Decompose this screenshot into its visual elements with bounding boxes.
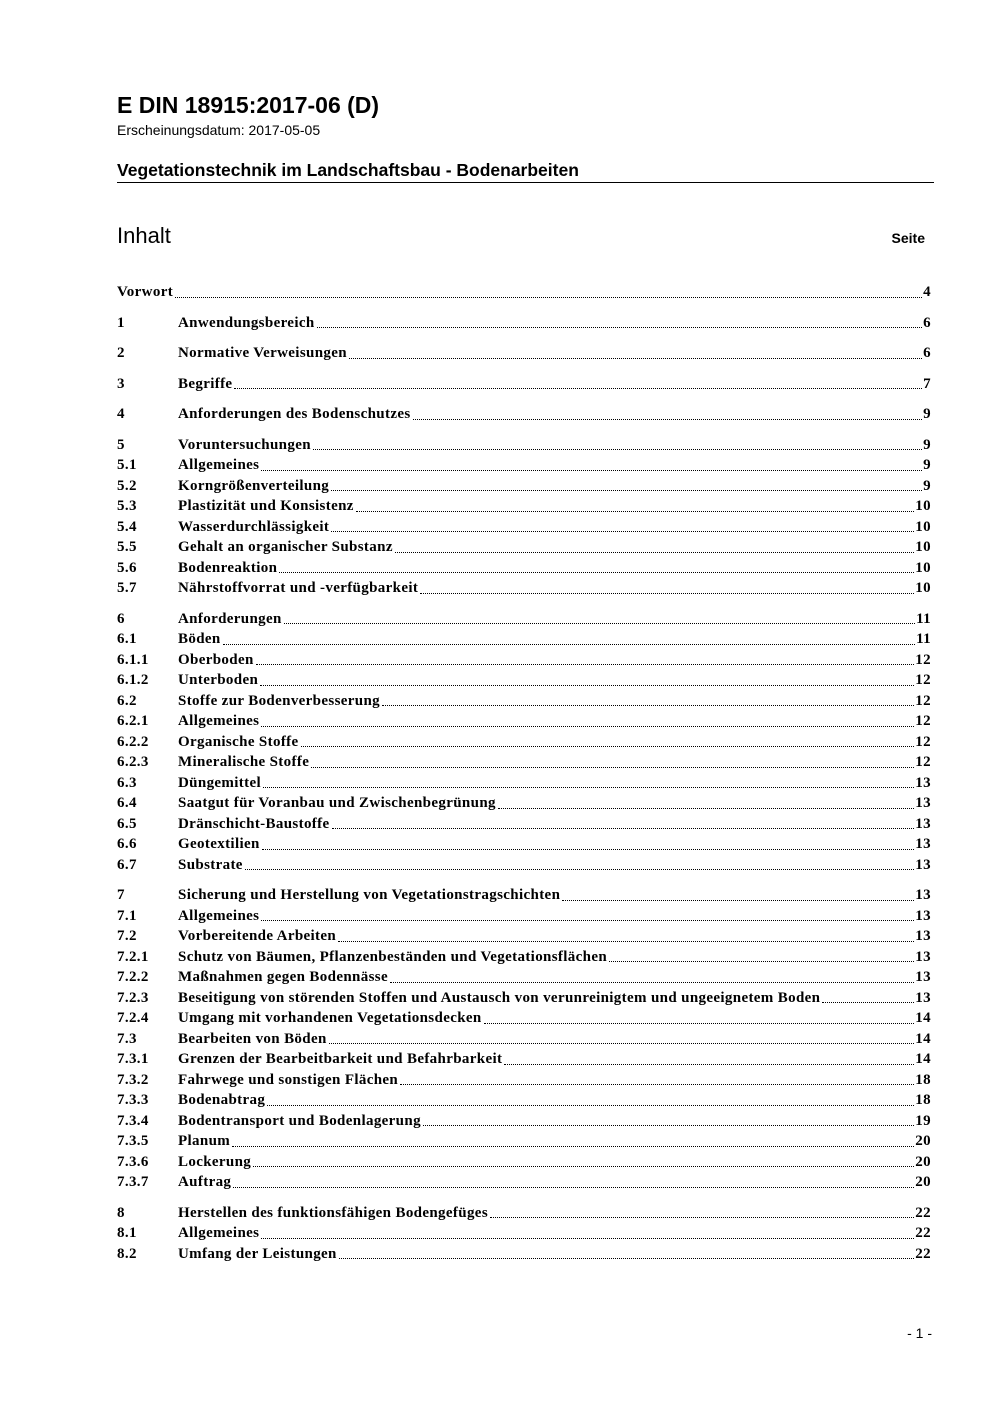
toc-entry-number: 7.3.1 (117, 1051, 149, 1067)
toc-entry-title: Umgang mit vorhandenen Vegetationsdecken (178, 1010, 482, 1026)
toc-entry-page: 14 (915, 1030, 931, 1047)
toc-entry-title: Substrate (178, 856, 243, 873)
toc-entry[interactable] (117, 855, 931, 876)
toc-entry[interactable] (117, 670, 931, 691)
toc-dot-leader (484, 1023, 915, 1024)
toc-entry-page: 12 (915, 672, 931, 688)
toc-entry-body (178, 711, 931, 732)
toc-dot-leader (609, 961, 914, 962)
toc-entry[interactable] (117, 609, 931, 630)
toc-entry[interactable] (117, 578, 931, 599)
toc-entry-body (178, 855, 931, 876)
toc-entry-title: Lockerung (178, 1153, 252, 1170)
toc-entry-title: Umfang der Leistungen (178, 1245, 337, 1262)
title-divider (117, 182, 934, 183)
toc-entry-title: Schutz von Bäumen, Pflanzenbeständen und Vegetationsflächen (178, 948, 608, 965)
toc-entry-page: 9 (923, 436, 931, 453)
toc-entry-body (178, 1029, 931, 1050)
toc-entry-title: Düngemittel (178, 774, 262, 791)
toc-dot-leader (253, 1166, 914, 1167)
toc-entry[interactable] (117, 1203, 931, 1224)
toc-entry[interactable] (117, 455, 931, 476)
toc-entry-title: Normative Verweisungen (178, 345, 347, 361)
toc-entry-body (178, 691, 931, 712)
toc-entry-page: 12 (915, 754, 931, 770)
toc-entry[interactable] (117, 435, 931, 456)
toc-entry-page: 18 (915, 1092, 931, 1108)
toc-entry-page: 6 (923, 345, 931, 361)
toc-entry-number: 6.7 (117, 856, 137, 873)
toc-dot-leader (400, 1084, 914, 1085)
toc-entry-number: 6.6 (117, 836, 137, 852)
toc-entry-body (178, 1049, 931, 1070)
toc-dot-leader (261, 1238, 914, 1239)
toc-entry-title: Bearbeiten von Böden (178, 1030, 327, 1047)
toc-entry-page: 19 (915, 1112, 931, 1129)
toc-dot-leader (301, 746, 915, 747)
toc-entry-body (178, 578, 931, 599)
toc-entry-number: 6.4 (117, 795, 137, 811)
toc-entry-title: Vorbereitende Arbeiten (178, 928, 337, 944)
toc-dot-leader (317, 327, 923, 328)
toc-entry-number: 7.2.3 (117, 989, 149, 1006)
toc-entry-page: 13 (915, 795, 931, 811)
toc-entry-body (178, 1172, 931, 1193)
toc-entry-title: Geotextilien (178, 836, 260, 852)
toc-entry-title: Allgemeines (178, 713, 260, 729)
toc-entry[interactable] (117, 537, 931, 558)
toc-entry-page: 13 (915, 836, 931, 852)
toc-entry[interactable] (117, 1049, 931, 1070)
toc-dot-leader (260, 685, 914, 686)
toc-entry-title: Organische Stoffe (178, 733, 299, 750)
toc-entry-page: 12 (915, 692, 931, 709)
toc-entry[interactable] (117, 814, 931, 835)
toc-dot-leader (562, 900, 914, 901)
toc-entry-number: 8.2 (117, 1245, 137, 1262)
toc-entry-page: 4 (923, 284, 931, 300)
toc-entry-number: 5.2 (117, 477, 137, 494)
toc-dot-leader (349, 358, 922, 359)
toc-entry-body (178, 752, 931, 773)
toc-dot-leader (331, 490, 922, 491)
toc-entry-title: Allgemeines (178, 907, 260, 924)
toc-entry-body (178, 455, 931, 476)
toc-heading: Inhalt (117, 223, 171, 248)
toc-entry[interactable] (117, 343, 931, 364)
toc-entry-title: Auftrag (178, 1174, 232, 1190)
toc-entry[interactable] (117, 1070, 931, 1091)
toc-entry-number: 7.3.4 (117, 1112, 149, 1129)
toc-dot-leader (490, 1217, 914, 1218)
toc-entry-body (178, 814, 931, 835)
toc-dot-leader (267, 1105, 914, 1106)
toc-entry[interactable] (117, 404, 931, 425)
toc-dot-leader (423, 1125, 914, 1126)
toc-entry[interactable] (117, 752, 931, 773)
toc-dot-leader (498, 808, 914, 809)
toc-entry-number: 6.2.3 (117, 754, 149, 770)
toc-entry[interactable] (117, 282, 931, 303)
toc-entry-number: 5 (117, 436, 125, 453)
toc-entry-title: Allgemeines (178, 457, 260, 473)
toc-entry-body (178, 558, 931, 579)
toc-entry-body (178, 1203, 931, 1224)
toc-entry[interactable] (117, 1152, 931, 1173)
toc-entry-number: 6.2.2 (117, 733, 149, 750)
toc-entry-body (178, 988, 931, 1009)
toc-entry-number: 7.3.5 (117, 1133, 149, 1149)
toc-dot-leader (261, 920, 914, 921)
toc-entry-title: Begriffe (178, 375, 233, 392)
toc-entry-number: 7.3.6 (117, 1153, 149, 1170)
toc-entry-title: Herstellen des funktionsfähigen Bodengefüges (178, 1204, 489, 1221)
toc-entry-page: 22 (915, 1245, 931, 1262)
toc-entry-body (178, 650, 931, 671)
toc-entry-page: 18 (915, 1071, 931, 1088)
toc-entry-page: 10 (915, 580, 931, 596)
toc-entry-page: 10 (915, 539, 931, 555)
toc-entry-body (178, 906, 931, 927)
toc-entry-body (178, 773, 931, 794)
toc-entry-page: 13 (915, 948, 931, 965)
toc-entry-title: Allgemeines (178, 1225, 260, 1241)
toc-entry-title: Nährstoffvorrat und -verfügbarkeit (178, 580, 419, 596)
toc-entry-number: 5.5 (117, 539, 137, 555)
toc-entry-title: Gehalt an organischer Substanz (178, 539, 393, 555)
toc-entry-page: 22 (915, 1225, 931, 1241)
toc-dot-leader (261, 726, 914, 727)
toc-entry-title: Bodentransport und Bodenlagerung (178, 1112, 421, 1129)
toc-entry-body (178, 374, 931, 395)
toc-dot-leader (331, 531, 914, 532)
toc-entry[interactable] (117, 885, 931, 906)
toc-entry[interactable] (117, 1244, 931, 1265)
toc-entry-page: 13 (915, 774, 931, 791)
toc-entry-title: Oberboden (178, 651, 254, 668)
page-number: - 1 - (907, 1325, 932, 1341)
toc-page-column-label: Seite (891, 230, 925, 246)
toc-entry-page: 20 (915, 1133, 931, 1149)
toc-entry-body (178, 732, 931, 753)
toc-entry-body (178, 496, 931, 517)
toc-entry-number: 5.6 (117, 559, 137, 576)
toc-entry-page: 10 (915, 559, 931, 576)
toc-entry-page: 7 (923, 375, 931, 392)
toc-entry[interactable] (117, 1172, 931, 1193)
toc-entry[interactable] (117, 476, 931, 497)
toc-entry-body (178, 537, 931, 558)
toc-entry[interactable] (117, 650, 931, 671)
toc-entry-body (178, 404, 931, 425)
toc-entry-page: 6 (923, 314, 931, 331)
toc-entry-title: Beseitigung von störenden Stoffen und Austausch von verunreinigtem und ungeeignetem Boden (178, 989, 821, 1006)
toc-entry[interactable] (117, 988, 931, 1009)
toc-entry-body (178, 1090, 931, 1111)
toc-entry-number: 6.2.1 (117, 713, 149, 729)
toc-dot-leader (356, 511, 915, 512)
toc-entry-title: Anwendungsbereich (178, 314, 315, 331)
toc-entry-page: 10 (915, 498, 931, 514)
toc-entry-number: 7.2.2 (117, 969, 149, 985)
toc-dot-leader (284, 623, 915, 624)
toc-entry-title: Plastizität und Konsistenz (178, 498, 354, 514)
toc-dot-leader (395, 552, 914, 553)
toc-dot-leader (420, 593, 914, 594)
toc-entry-body (178, 834, 931, 855)
toc-entry[interactable] (117, 947, 931, 968)
toc-entry-number: 7.2.4 (117, 1010, 149, 1026)
toc-entry-page: 13 (915, 969, 931, 985)
toc-entry-body (178, 793, 931, 814)
toc-entry-page: 20 (915, 1153, 931, 1170)
toc-entry[interactable] (117, 926, 931, 947)
toc-entry-number: 6.5 (117, 815, 137, 832)
toc-entry-page: 9 (923, 477, 931, 494)
toc-entry[interactable] (117, 558, 931, 579)
toc-entry[interactable] (117, 1008, 931, 1029)
toc-entry-title: Saatgut für Voranbau und Zwischenbegrünung (178, 795, 496, 811)
toc-entry-title: Vorwort (117, 284, 174, 300)
toc-dot-leader (232, 1146, 914, 1147)
toc-entry-page: 9 (923, 406, 931, 422)
toc-dot-leader (413, 419, 923, 420)
toc-entry-body (178, 947, 931, 968)
toc-entry-title: Anforderungen (178, 610, 282, 627)
toc-dot-leader (822, 1002, 914, 1003)
toc-entry-page: 13 (915, 928, 931, 944)
toc-entry[interactable] (117, 374, 931, 395)
toc-entry-number: 7 (117, 887, 125, 903)
toc-entry-body (178, 1223, 931, 1244)
toc-entry-title: Unterboden (178, 672, 259, 688)
toc-entry-page: 10 (915, 518, 931, 535)
toc-entry-title: Mineralische Stoffe (178, 754, 310, 770)
toc-entry[interactable] (117, 793, 931, 814)
toc-entry-page: 14 (915, 1010, 931, 1026)
toc-entry-title: Sicherung und Herstellung von Vegetationstragschichten (178, 887, 561, 903)
toc-entry-number: 5.3 (117, 498, 137, 514)
toc-entry-body (178, 885, 931, 906)
toc-entry-title: Fahrwege und sonstigen Flächen (178, 1071, 399, 1088)
toc-entry[interactable] (117, 691, 931, 712)
toc-dot-leader (256, 664, 915, 665)
toc-entry-number: 6.1.1 (117, 651, 149, 668)
toc-entry-body (178, 967, 931, 988)
toc-entry-page: 22 (915, 1204, 931, 1221)
toc-entry[interactable] (117, 517, 931, 538)
toc-entry-body (178, 1131, 931, 1152)
toc-entry-title: Grenzen der Bearbeitbarkeit und Befahrbarkeit (178, 1051, 503, 1067)
toc-entry[interactable] (117, 629, 931, 650)
toc-entry-body (178, 1152, 931, 1173)
toc-entry-body (178, 670, 931, 691)
toc-dot-leader (332, 828, 915, 829)
toc-dot-leader (390, 982, 914, 983)
toc-entry-body (178, 517, 931, 538)
toc-entry-body (178, 1070, 931, 1091)
toc-entry-body (178, 1244, 931, 1265)
toc-entry-number: 5.7 (117, 580, 137, 596)
toc-entry-body (178, 476, 931, 497)
toc-entry-title: Planum (178, 1133, 231, 1149)
toc-entry-number: 6.2 (117, 692, 137, 709)
toc-entry-number: 8.1 (117, 1225, 137, 1241)
toc-entry-number: 5.4 (117, 518, 137, 535)
toc-entry-title: Bodenreaktion (178, 559, 278, 576)
toc-dot-leader (504, 1064, 914, 1065)
toc-entry-page: 12 (915, 733, 931, 750)
toc-entry[interactable] (117, 1223, 931, 1244)
toc-entry-number: 7.3.3 (117, 1092, 149, 1108)
toc-entry-body (178, 343, 931, 364)
toc-entry-title: Wasserdurchlässigkeit (178, 518, 330, 535)
toc-entry-number: 7.2.1 (117, 948, 149, 965)
toc-dot-leader (233, 1187, 914, 1188)
toc-entry[interactable] (117, 834, 931, 855)
toc-entry-number: 6.1.2 (117, 672, 149, 688)
toc-entry-body (178, 1111, 931, 1132)
toc-entry[interactable] (117, 732, 931, 753)
toc-entry-page: 13 (915, 856, 931, 873)
toc-entry-number: 7.3 (117, 1030, 137, 1047)
toc-entry-number: 7.3.7 (117, 1174, 149, 1190)
toc-entry-page: 9 (923, 457, 931, 473)
toc-entry-body (178, 1008, 931, 1029)
toc-entry-number: 7.3.2 (117, 1071, 149, 1088)
toc-entry-number: 6.3 (117, 774, 137, 791)
toc-entry-title: Maßnahmen gegen Bodennässe (178, 969, 388, 985)
toc-entry-page: 13 (915, 815, 931, 832)
toc-entry[interactable] (117, 313, 931, 334)
toc-entry-page: 13 (915, 989, 931, 1006)
toc-entry-body (178, 313, 931, 334)
toc-dot-leader (234, 388, 922, 389)
toc-dot-leader (279, 572, 914, 573)
toc-dot-leader (382, 705, 914, 706)
toc-entry[interactable] (117, 773, 931, 794)
toc-entry[interactable] (117, 1131, 931, 1152)
toc-entry[interactable] (117, 1111, 931, 1132)
toc-entry-body (178, 926, 931, 947)
toc-entry-number: 7.1 (117, 907, 137, 924)
toc-dot-leader (311, 767, 914, 768)
toc-entry-page: 13 (915, 887, 931, 903)
toc-entry[interactable] (117, 906, 931, 927)
toc-entry-page: 13 (915, 907, 931, 924)
toc-entry-title: Voruntersuchungen (178, 436, 311, 453)
toc-dot-leader (338, 941, 914, 942)
toc-entry-number: 1 (117, 314, 125, 331)
toc-entry-body (178, 609, 931, 630)
toc-dot-leader (223, 644, 916, 645)
toc-entry-body (117, 282, 931, 303)
toc-entry[interactable] (117, 496, 931, 517)
toc-entry-title: Dränschicht-Baustoffe (178, 815, 330, 832)
toc-entry-page: 11 (916, 610, 931, 627)
toc-entry-page: 20 (915, 1174, 931, 1190)
toc-entry-title: Korngrößenverteilung (178, 477, 330, 494)
toc-entry-title: Böden (178, 631, 221, 647)
toc-entry-number: 3 (117, 375, 125, 392)
toc-entry-number: 2 (117, 345, 125, 361)
toc-entry-title: Bodenabtrag (178, 1092, 266, 1108)
toc-entry-number: 7.2 (117, 928, 137, 944)
toc-dot-leader (245, 869, 914, 870)
toc-entry[interactable] (117, 1090, 931, 1111)
toc-entry[interactable] (117, 711, 931, 732)
toc-entry[interactable] (117, 967, 931, 988)
toc-entry-page: 12 (915, 651, 931, 668)
table-of-contents (117, 282, 931, 1264)
toc-entry-page: 14 (915, 1051, 931, 1067)
toc-entry-body (178, 629, 931, 650)
toc-entry-title: Stoffe zur Bodenverbesserung (178, 692, 381, 709)
toc-entry-number: 8 (117, 1204, 125, 1221)
toc-entry-body (178, 435, 931, 456)
document-title: Vegetationstechnik im Landschaftsbau - Bodenarbeiten (117, 160, 579, 180)
toc-dot-leader (175, 297, 922, 298)
toc-dot-leader (263, 787, 914, 788)
document-id: E DIN 18915:2017-06 (D) (117, 92, 380, 118)
toc-dot-leader (329, 1043, 915, 1044)
toc-entry-page: 12 (915, 713, 931, 729)
toc-entry-number: 5.1 (117, 457, 137, 473)
toc-entry-number: 6.1 (117, 631, 137, 647)
toc-entry[interactable] (117, 1029, 931, 1050)
toc-dot-leader (261, 470, 922, 471)
toc-dot-leader (339, 1258, 915, 1259)
toc-dot-leader (313, 449, 922, 450)
toc-entry-number: 4 (117, 406, 125, 422)
toc-entry-title: Anforderungen des Bodenschutzes (178, 406, 411, 422)
toc-entry-page: 11 (916, 631, 931, 647)
publication-date: Erscheinungsdatum: 2017-05-05 (117, 122, 321, 138)
toc-dot-leader (262, 849, 915, 850)
toc-entry-number: 6 (117, 610, 125, 627)
